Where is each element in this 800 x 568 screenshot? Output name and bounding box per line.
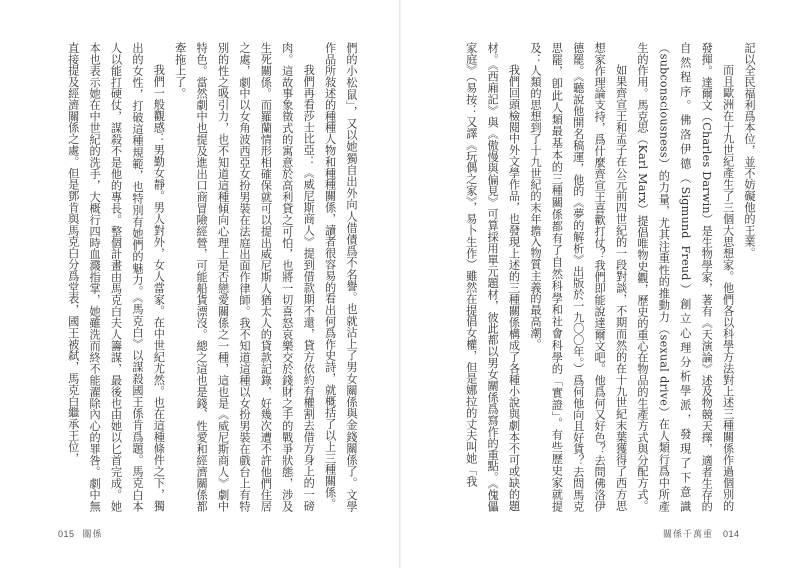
running-title: 關係千萬重 (663, 530, 714, 540)
paragraph: 而且歐洲在十九世紀產生了三個大思想家。他們各以科學方法對上述三種關係作過個別的發揮。達爾文（Charles Darwin）是生物學家，著有《天演論》述及物競天擇，適者生存的自然程序。佛洛伊德（Sigmund Freud）創立心理分析學派，發現了下意識（subconsciousness）的力量，尤其注重性的推動力（sexual drive）在人類行爲中所產生的作用。馬克思（Karl Marx）提倡唯物史觀，歷史的重心在物品的生產方式與分配方式。 (635, 42, 735, 512)
right-page-footer (663, 527, 740, 540)
right-page-body (427, 42, 760, 512)
paragraph: 我們回頭檢閱中外文學作品，也發現上述的三種關係構成了各種小說與劇本不可或缺的題材。《西廂記》與《傲慢與偏見》可算採用單元題材，彼此都以男女關係爲寫作的重點。《傀儡家庭》（易按：又譯《玩偶之家》，易卜生作）雖然在提倡女權，但是娜拉的丈夫叫她「我 (464, 42, 521, 512)
left-page (0, 0, 399, 568)
left-page-footer (58, 527, 103, 540)
paragraph: 我們一般觀感：男勤女靜。男人對外，女人當家。在中世紀尤然。也在這種條件之下，獨出的女性，打破這種規範，也特別有她們的魅力。《馬克白》以謀殺國王係肯爲題。馬克白本人以能打硬仗，謀殺不是他的專長。整個計畫由馬克白夫人籌謀，最後也由她以匕首完成。她本也表示她在中世紀的洗手，大概行四時血濺指掌，她雖洗而終不能濯除內心的罪咎。劇中無直接提及經濟關係之處。但是鄧肯與馬克白分爲堂表，國王被弑，馬克白繼承王位， (66, 42, 166, 512)
paragraph: 們的小松鼠」，又以她獨自出外向人借債爲不名譽。也就沾上了男女關係與金錢關係了。文學作品所敍述的種種人物和種種關係，讀者很容易的看出何爲作史詩，就概括了以上三種關係。 (323, 42, 358, 512)
left-page-body (52, 42, 362, 512)
right-page (401, 0, 800, 568)
page-number: 015 (58, 529, 75, 539)
paragraph: 記以全民福利爲本位，並不妨礙他的王業。 (743, 42, 756, 259)
paragraph: 我們再看莎士比亞：《威尼斯商人》提到借款期不還，貸方依約有權割去借方身上的一磅肉。這故事象徵式的寓意於高利貸之可怕，也將一切喜怒哀樂交於錢財之手的戰爭狀態，涉及生死關係。而羅蘭情形相確保就可以提出威尼斯人猶太人的貸款記錄，好幾次遭不許他們住居之處，劇中以女角波西亞女扮男裝在法庭出面作律師。我不知道這種以女扮男裝在戲台上有特別的性之吸引力，也不知道這種傾向心理上是否戀愛關係之一種，這也是《威尼斯商人》劇中特色。當然劇中也提及進出口商冒險經營，可能船貨漂沒。總之這也是錢、性愛和經濟關係都牽拖上了。 (173, 42, 316, 512)
paragraph: 如果齊宣王和孟子在公元前四世紀的一段對談，不期而然的在十九世紀末葉獲得了西方思想家作理論支持，爲什麼齊宣王喜歡打仗？我們即能說達爾文吧。他爲何又好色？去問佛洛伊德罷。《聽說他開名稿運，他的《夢的解析》出版於一九〇〇年。）爲何他向且好貨？去問馬克思罷，卽此人類最基本的三種關係都有了自然科學和社會科學的「實證」。有些歷史家就提及：人類的思想到了十九世紀的末年擔入物質主義的最高潮。 (528, 42, 628, 512)
running-title: 關係 (82, 530, 103, 540)
page-number: 014 (723, 529, 740, 539)
